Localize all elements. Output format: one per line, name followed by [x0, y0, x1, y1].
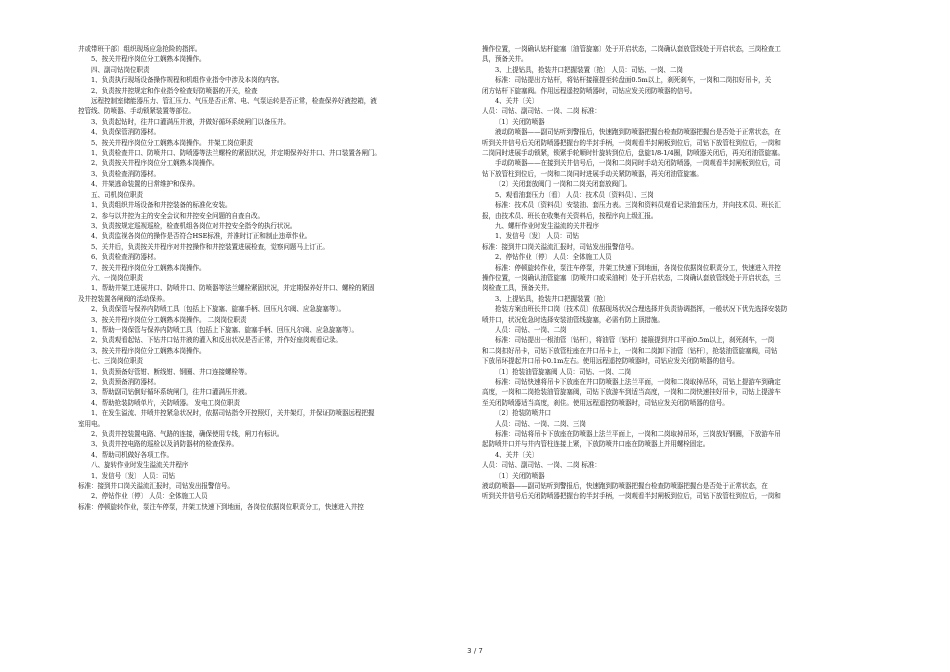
- text-line: 标准：停顿旋转作业，泵注车停泵，井架工快速下到地面，各岗位依据岗位职责分工，快速进入井控: [495, 263, 781, 272]
- text-line: 钻下放管柱到位后，一岗和二岗同时进展手动关紧防喷器，再关闭油管旋塞。: [482, 169, 703, 178]
- text-line: 七、三岗岗位职责: [91, 357, 143, 366]
- text-line: 5、观看油套压力〔看〕 人员：技术员〔资料员〕、三岗: [495, 190, 654, 199]
- text-line: 抢装方案由班长井口岗〔技术员〕依据现场状况合理选择并负责协调指挥，一般状况下优先选择安装防: [495, 305, 788, 314]
- text-line: 闭方钻杆下旋塞阀。作用远程遥控防喷器时，司钻应发关闭防喷器的信号。: [482, 86, 697, 95]
- text-line: 3、负责起钻时，往井口灌满压井液，并做好循环系统闸门以备压井。: [91, 117, 290, 126]
- text-line: 操作位置，一岗确认油管旋塞〔防喷井口或采油树〕处于开启状态，二岗确认套放管线处于开启状态，三: [482, 273, 781, 282]
- text-line: 3、按关井程序岗位分工娴熟本岗操作。: [91, 346, 206, 355]
- text-line: 1、帮助一岗保管与保养内防喷工具〔包括上下旋塞、旋塞手柄、回压凡尔阀、应急旋塞等〕。: [91, 325, 359, 334]
- text-line: 二岗同时进展手动锁紧，锁紧手轮顺时针旋转到位后，盘旋1/8-1/4圈，防喷器关闭后，再关闭油管旋塞。: [482, 149, 784, 158]
- text-line: 5、按关井程序岗位分工娴熟本岗操作。: [91, 55, 206, 64]
- text-line: 标准：接到井口岗关溢流汇报时，司钻发出报警信号。: [482, 242, 638, 251]
- text-line: 1、在发生溢流、井喷井控紧急状况时，依据司钻指令开控照灯，关井架灯，并保证防喷器远程把握: [91, 409, 375, 418]
- text-line: 3、按关井程序岗位分工娴熟本岗操作。 二岗岗位职责: [91, 315, 247, 324]
- text-line: 标准：停顿旋转作业，泵注车停泵，井架工快速下到地面，各岗位依据岗位职责分工，快速进入井控: [78, 502, 364, 511]
- text-line: 液动防喷器——副司钻听到警报后，快速跑到防喷器把握台检查防喷器把握台是否处于正常状态，在: [482, 482, 768, 491]
- page-number: 3 / 7: [467, 647, 483, 655]
- text-line: 1、帮助井架工进展井口、防喷井口、防喷器等法兰螺栓紧固状况，并定期保养好井口、螺栓的紧固: [91, 284, 375, 293]
- text-line: 3、上提钻具，抢装井口把握装置〔抢〕: [495, 294, 610, 303]
- text-line: 室用电。: [78, 419, 104, 428]
- left-text-column: [78, 44, 478, 512]
- text-line: 岗检查工具，预备关井。: [482, 284, 554, 293]
- text-line: 2、负责保管与保养内防喷工具〔包括上下旋塞、旋塞手柄、回压凡尔阀、应急旋塞等〕。: [91, 305, 346, 314]
- text-line: 〔2〕关闭套放阀门 一岗和二岗关闭套放阀门。: [495, 180, 631, 189]
- text-line: 2、停钻作业〔停〕 人员：全体施工人员: [91, 492, 208, 501]
- text-line: 2、负责观看起钻、下钻井口钻井液的灌入和反出状况是否正常，并作好座岗观看记录。: [91, 336, 342, 345]
- text-line: 标准：接到井口岗关溢流汇报时，司钻发出报警信号。: [78, 482, 234, 491]
- text-line: 人员：司钻、一岗、二岗: [495, 325, 567, 334]
- text-line: 2、负责按关井程序岗位分工娴熟本岗操作。: [91, 159, 219, 168]
- text-line: 〔1〕抢装油管旋塞阀 人员：司钻、一岗、二岗: [495, 367, 631, 376]
- text-line: 4、帮助司机做好各项工作。: [91, 450, 174, 459]
- text-line: 和二岗扣好吊卡，司钻下放管柱座在井口吊卡上，一岗和二岗卸下油管〔钻杆〕，抢装油管旋塞阀，司钻: [482, 346, 778, 355]
- text-line: 5、关井后，负责按关井程序对井控操作和井控装置进展检查，觉察问题马上订正。: [91, 242, 329, 251]
- text-line: 4、井架逃命装置的日常维护和保养。: [91, 180, 199, 189]
- text-line: 至关闭防喷器适当高度，刹住。使用远程遥控防喷器时，司钻应发关闭防喷器的信号。: [482, 398, 729, 407]
- text-line: 2、停钻作业〔停〕 人员：全体施工人员: [495, 253, 612, 262]
- text-line: 2、负责预备消防器材。: [91, 378, 161, 386]
- text-line: 3、负责按规定巡视巡检，检查机组各岗位对井控安全指令的执行状况。: [91, 221, 297, 230]
- text-line: 液动防喷器——副司钻听到警报后，快速跑到防喷器把握台检查防喷器把握台是否处于正常状态，在: [495, 128, 781, 137]
- text-line: 下放吊环提起井口吊卡0.1m左右。使用远程遥控防喷器时，司钻应发关闭防喷器的信号。: [482, 357, 739, 366]
- text-line: 3、帮助副司钻倒好循环系统闸门，往井口灌满压井液。: [91, 388, 251, 397]
- text-line: 手动防喷器——在接到关井信号后，一岗和二岗同时手动关闭防喷器，一岗观看半封闸板到位后，司: [495, 159, 781, 168]
- text-line: 4、关井〔关〕: [495, 97, 539, 106]
- text-line: 2、负责按井控规定和作业指令检查好防喷器的开关，检查: [91, 86, 258, 95]
- text-line: 1、负责预备好管钳、断线钳、钢圈、井口连接螺栓等。: [91, 367, 251, 376]
- text-line: 4、帮助抢装防喷单片，关防喷器。 发电工岗位职责: [91, 398, 240, 407]
- text-line: 〔1〕关闭防喷器: [495, 471, 545, 480]
- text-line: 人员：司钻、副司钻、一岗、二岗 标准：: [482, 461, 601, 470]
- text-line: 标准：司钻提出一根油管〔钻杆〕，将油管〔钻杆〕接箍提到井口平面0.5m以上，刹死刹车，一岗: [495, 336, 775, 345]
- text-line: 4、负责保管消防器材。: [91, 128, 161, 137]
- text-line: 听到关井信号后关闭防喷器把握台的半封手柄，一岗观看半封闸板到位后，司钻下放管柱到位后，一岗和: [482, 138, 781, 147]
- text-line: 人员：司钻、一岗、二岗、三岗: [495, 419, 586, 428]
- text-line: 具，预备关井。: [482, 55, 528, 64]
- text-line: 2、参与以井控为主的安全会议和井控安全问题的自查自改。: [91, 211, 264, 220]
- text-line: 2、负责井控装置电路、气路的连接，确保使用专线，闸刀有标识。: [91, 430, 284, 439]
- text-line: 7、按关井程序岗位分工娴熟本岗操作。: [91, 263, 206, 272]
- text-line: 3、负责检查消防器材。: [91, 169, 161, 178]
- text-line: 1、发信号〔发〕 人员：司钻: [495, 232, 580, 241]
- text-line: 喷井口，状况危急时选择安装油管线旋塞，必需有防上顶措施。: [482, 315, 664, 324]
- text-line: 标准：司钻将吊卡下放座在防喷器上法兰平面上，一岗和二岗取掉吊环，三岗放好钢圈，下放游车吊: [495, 430, 781, 439]
- text-line: 井或带班干部〕组织现场应急抢险的指挥。: [78, 45, 202, 53]
- text-line: 报，由技术员、班长在收集有关资料后，按程序向上级汇报。: [482, 211, 658, 220]
- text-line: 〔2〕抢装防喷井口: [495, 409, 552, 418]
- text-line: 控管线、防喷器、手动锁紧装置等部位。: [78, 107, 195, 116]
- text-line: 起防喷井口并与井内管柱连接上紧，下放防喷井口座在防喷器上并用螺栓固定。: [482, 440, 710, 449]
- text-line: 4、负责监视各岗位的操作是否符合HSE标准，并准时订正和制止违章作业。: [91, 232, 312, 241]
- text-line: 及井控装置各闸阀的活动保养。: [78, 294, 169, 303]
- text-line: 操作位置，一岗确认钻杆旋塞〔油管旋塞〕处于开启状态，二岗确认套放管线处于开启状态，三岗检查工: [482, 45, 781, 53]
- text-line: 1、负责执行现场设备操作规程和机组作业指令中涉及本岗的内容。: [91, 76, 284, 85]
- text-line: 五、司机岗位职责: [91, 190, 143, 199]
- text-line: 1、负责组织井场设备和井控装备的标准化安装。: [91, 201, 232, 210]
- text-line: 远程控制室储能器压力、管汇压力、气压是否正常、电、气泵运转是否正常，检查保养好液控箱，液: [91, 97, 377, 106]
- text-line: 八、旋转作业时发生溢流关井程序: [91, 461, 189, 470]
- text-line: 1、负责检查井口、防喷井口、防喷器等法兰螺栓的紧固状况，并定期保养好井口、井口装置各闸门。: [91, 149, 381, 158]
- text-line: 4、关井〔关〕: [495, 450, 539, 459]
- text-line: 九、螺杆作业时发生溢流的关井程序: [495, 221, 599, 230]
- text-line: 1、发信号〔发〕 人员：司钻: [91, 471, 176, 480]
- text-line: 四、副司钻岗位职责: [91, 65, 150, 74]
- text-line: 3、负责井控电路的巡检以及消防器材的检查保养。: [91, 440, 238, 449]
- text-line: 6、负责检查消防器材。: [91, 253, 161, 262]
- text-line: 3、上提钻具，抢装井口把握装置〔抢〕 人员：司钻、一岗、二岗: [495, 65, 683, 74]
- text-line: 〔1〕关闭防喷器: [495, 117, 545, 126]
- text-line: 5、按关井程序岗位分工娴熟本岗操作。 井架工岗位职责: [91, 138, 253, 147]
- text-line: 人员：司钻、副司钻、一岗、二岗 标准：: [482, 107, 601, 116]
- text-line: 标准：技术员〔资料员〕安装油、套压力表。三岗和资料员观看记录油套压力，并向技术员、班长汇: [495, 201, 781, 210]
- text-line: 高度，一岗和二岗抢装油管旋塞阀，司钻下放游车到适当高度，一岗和二岗快速挂好吊卡，司钻上提游车: [482, 388, 781, 397]
- text-line: 标准：司钻快速将吊卡下放座在井口防喷器上法兰平面，一岗和二岗取掉吊环，司钻上提游车到确定: [495, 378, 781, 386]
- right-text-column: [482, 44, 882, 502]
- text-line: 标准：司钻提出方钻杆，将钻杆接箍提至转盘面0.5m以上，刹死刹车，一岗和二岗扣好吊卡，关: [495, 76, 772, 85]
- text-line: 听到关井信号后关闭防喷器把握台的半封手柄，一岗观看半封闸板到位后，司钻下放管柱到位后，一岗和: [482, 492, 781, 501]
- text-line: 六、一岗岗位职责: [91, 273, 143, 282]
